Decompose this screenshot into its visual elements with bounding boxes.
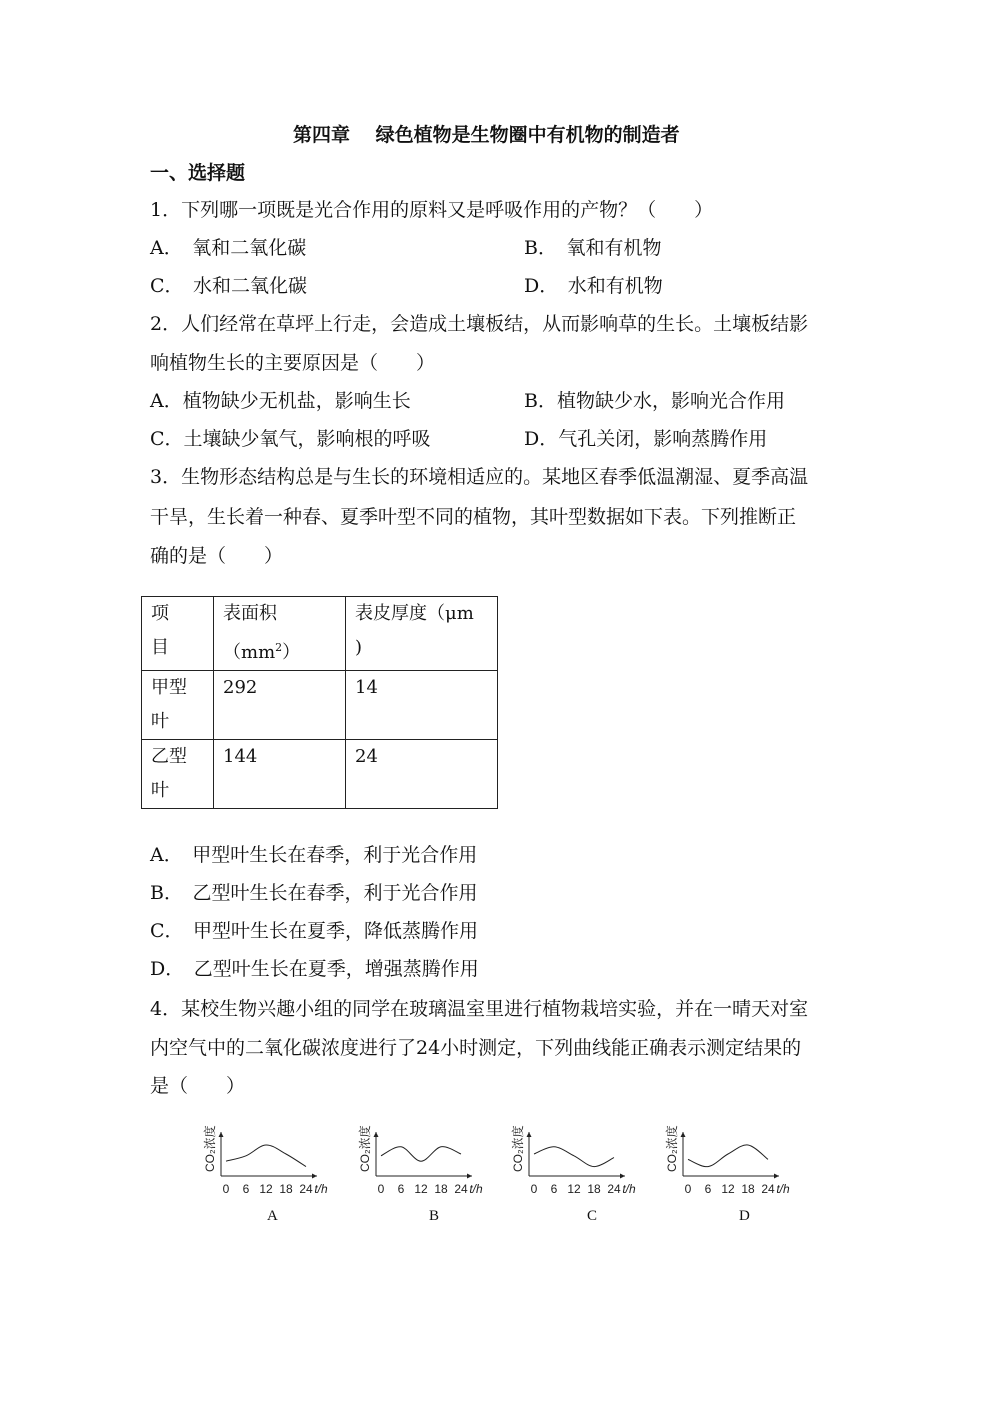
graph-d-svg bbox=[665, 1125, 807, 1200]
x-tick-label: 24 bbox=[761, 1182, 775, 1196]
x-tick-label: 6 bbox=[242, 1182, 250, 1196]
x-arrow bbox=[312, 1174, 317, 1179]
q2-stem-line2: 响植物生长的主要原因是（ ） bbox=[150, 352, 436, 374]
graph-a bbox=[203, 1125, 345, 1200]
graph-label-a: A bbox=[267, 1208, 278, 1224]
table-row bbox=[142, 671, 498, 740]
header-thickness: 表皮厚度（μm ) bbox=[346, 597, 498, 671]
table-header-row bbox=[142, 597, 498, 671]
co2-curve bbox=[534, 1147, 614, 1167]
graph-a-svg bbox=[203, 1125, 345, 1200]
q1-stem: 1．下列哪一项既是光合作用的原料又是呼吸作用的产物？（ ） bbox=[150, 199, 714, 221]
q1-option-c: C． 水和二氧化碳 bbox=[150, 275, 308, 297]
y-arrow bbox=[374, 1132, 379, 1137]
x-unit-label: t/h bbox=[776, 1182, 790, 1196]
leaf-data-table bbox=[141, 596, 498, 809]
x-tick-label: 18 bbox=[587, 1182, 601, 1196]
y-axis-label: CO₂浓度 bbox=[511, 1125, 525, 1172]
x-unit-label: t/h bbox=[469, 1182, 483, 1196]
q3-option-c: C． 甲型叶生长在夏季，降低蒸腾作用 bbox=[150, 920, 479, 942]
q2-stem-line1: 2．人们经常在草坪上行走，会造成土壤板结，从而影响草的生长。土壤板结影 bbox=[150, 313, 809, 335]
q2-option-a: A．植物缺少无机盐，影响生长 bbox=[150, 390, 411, 412]
y-axis-label: CO₂浓度 bbox=[203, 1125, 217, 1172]
row-label: 乙型 叶 bbox=[142, 740, 214, 809]
y-axis-label: CO₂浓度 bbox=[358, 1125, 372, 1172]
row-label: 甲型 叶 bbox=[142, 671, 214, 740]
x-tick-label: 0 bbox=[222, 1182, 230, 1196]
header-area: 表面积 $(mm^2)$ bbox=[214, 597, 346, 671]
graph-c-svg bbox=[511, 1125, 653, 1200]
q1-option-b: B． 氧和有机物 bbox=[524, 237, 662, 259]
cell-area: 292 bbox=[214, 671, 346, 740]
graph-b-svg bbox=[358, 1125, 500, 1200]
co2-curve bbox=[226, 1145, 306, 1167]
x-tick-label: 0 bbox=[684, 1182, 692, 1196]
x-tick-label: 12 bbox=[721, 1182, 735, 1196]
x-tick-label: 18 bbox=[434, 1182, 448, 1196]
y-arrow bbox=[219, 1132, 224, 1137]
x-tick-label: 18 bbox=[279, 1182, 293, 1196]
x-tick-label: 0 bbox=[530, 1182, 538, 1196]
co2-curve bbox=[688, 1145, 768, 1167]
graph-b bbox=[358, 1125, 500, 1200]
graph-c bbox=[511, 1125, 653, 1200]
x-unit-label: t/h bbox=[314, 1182, 328, 1196]
cell-area: 144 bbox=[214, 740, 346, 809]
graph-label-b: B bbox=[429, 1208, 440, 1224]
x-tick-label: 12 bbox=[414, 1182, 428, 1196]
cell-thickness: 24 bbox=[346, 740, 498, 809]
cell-thickness: 14 bbox=[346, 671, 498, 740]
q1-option-a: A． 氧和二氧化碳 bbox=[150, 237, 307, 259]
x-tick-label: 12 bbox=[259, 1182, 273, 1196]
q3-stem-line3: 确的是（ ） bbox=[150, 545, 284, 567]
q3-option-a: A． 甲型叶生长在春季，利于光合作用 bbox=[150, 844, 478, 866]
y-arrow bbox=[527, 1132, 532, 1137]
x-tick-label: 12 bbox=[567, 1182, 581, 1196]
section-heading: 一、选择题 bbox=[150, 162, 246, 184]
q1-option-d: D． 水和有机物 bbox=[524, 275, 663, 297]
q4-stem-line3: 是（ ） bbox=[150, 1075, 246, 1097]
x-tick-label: 6 bbox=[550, 1182, 558, 1196]
x-tick-label: 6 bbox=[704, 1182, 712, 1196]
x-tick-label: 24 bbox=[299, 1182, 313, 1196]
q2-option-d: D．气孔关闭，影响蒸腾作用 bbox=[524, 428, 768, 450]
table-row bbox=[142, 740, 498, 809]
x-tick-label: 0 bbox=[377, 1182, 385, 1196]
co2-curve bbox=[381, 1147, 461, 1162]
q3-stem-line2: 干旱，生长着一种春、夏季叶型不同的植物，其叶型数据如下表。下列推断正 bbox=[150, 506, 797, 528]
x-arrow bbox=[467, 1174, 472, 1179]
graph-d bbox=[665, 1125, 807, 1200]
y-axis-label: CO₂浓度 bbox=[665, 1125, 679, 1172]
y-arrow bbox=[681, 1132, 686, 1137]
graph-label-c: C bbox=[587, 1208, 598, 1224]
page-title: 第四章 绿色植物是生物圈中有机物的制造者 bbox=[293, 124, 680, 146]
q3-stem-line1: 3．生物形态结构总是与生长的环境相适应的。某地区春季低温潮湿、夏季高温 bbox=[150, 466, 809, 488]
graph-label-d: D bbox=[739, 1208, 750, 1224]
x-arrow bbox=[620, 1174, 625, 1179]
q3-option-b: B． 乙型叶生长在春季，利于光合作用 bbox=[150, 882, 478, 904]
x-arrow bbox=[774, 1174, 779, 1179]
q4-stem-line1: 4．某校生物兴趣小组的同学在玻璃温室里进行植物栽培实验，并在一晴天对室 bbox=[150, 998, 809, 1020]
q4-stem-line2: 内空气中的二氧化碳浓度进行了24小时测定，下列曲线能正确表示测定结果的 bbox=[150, 1037, 802, 1059]
x-unit-label: t/h bbox=[622, 1182, 636, 1196]
x-tick-label: 24 bbox=[454, 1182, 468, 1196]
x-tick-label: 6 bbox=[397, 1182, 405, 1196]
q2-option-b: B．植物缺少水，影响光合作用 bbox=[524, 390, 785, 412]
q3-option-d: D． 乙型叶生长在夏季，增强蒸腾作用 bbox=[150, 958, 479, 980]
x-tick-label: 18 bbox=[741, 1182, 755, 1196]
x-tick-label: 24 bbox=[607, 1182, 621, 1196]
header-item: 项 目 bbox=[142, 597, 214, 671]
q2-option-c: C．土壤缺少氧气，影响根的呼吸 bbox=[150, 428, 431, 450]
